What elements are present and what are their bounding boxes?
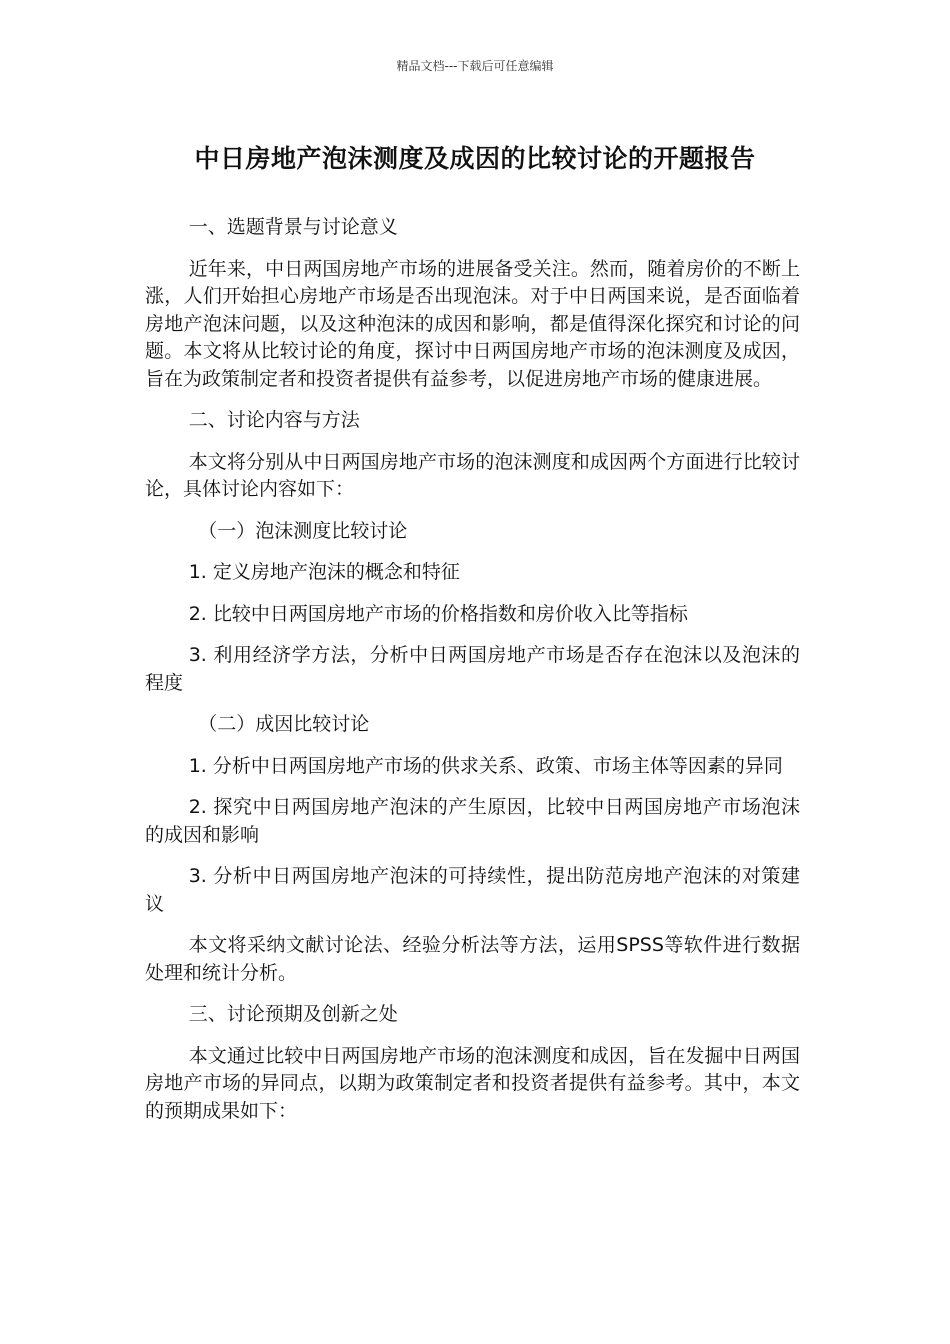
paragraph: 本文将分别从中日两国房地产市场的泡沫测度和成因两个方面进行比较讨论，具体讨论内容如下： <box>145 450 800 500</box>
paragraph: 本文将采纳文献讨论法、经验分析法等方法，运用SPSS等软件进行数据处理和统计分析。 <box>145 934 800 984</box>
list-item: 2. 探究中日两国房地产泡沫的产生原因，比较中日两国房地产市场泡沫的成因和影响 <box>145 796 800 846</box>
header-note: 精品文档---下载后可任意编辑 <box>396 59 554 73</box>
section-heading: 一、选题背景与讨论意义 <box>188 216 398 238</box>
list-item: 3. 利用经济学方法，分析中日两国房地产市场是否存在泡沫以及泡沫的程度 <box>145 644 800 694</box>
list-item: 1. 分析中日两国房地产市场的供求关系、政策、市场主体等因素的异同 <box>188 754 783 777</box>
list-item: 2. 比较中日两国房地产市场的价格指数和房价收入比等指标 <box>188 602 688 625</box>
document-body <box>145 214 800 1139</box>
subsection-heading: （二）成因比较讨论 <box>198 713 370 735</box>
list-item: 1. 定义房地产泡沫的概念和特征 <box>188 561 460 583</box>
list-item: 3. 分析中日两国房地产泡沫的可持续性，提出防范房地产泡沫的对策建议 <box>145 865 800 915</box>
document-title: 中日房地产泡沫测度及成因的比较讨论的开题报告 <box>194 144 756 173</box>
subsection-heading: （一）泡沫测度比较讨论 <box>198 519 408 542</box>
section-heading: 三、讨论预期及创新之处 <box>188 1003 398 1025</box>
paragraph: 近年来，中日两国房地产市场的进展备受关注。然而，随着房价的不断上涨，人们开始担心房地产市场是否出现泡沫。对于中日两国来说，是否面临着房地产泡沫问题，以及这种泡沫的成因和影响，都是值得深化探究和讨论的问题。本文将从比较讨论的角度，探讨中日两国房地产市场的泡沫测度及成因，旨在为政策制定者和投资者提供有益参考，以促进房地产市场的健康进展。 <box>145 257 800 390</box>
paragraph: 本文通过比较中日两国房地产市场的泡沫测度和成因，旨在发掘中日两国房地产市场的异同点，以期为政策制定者和投资者提供有益参考。其中，本文的预期成果如下： <box>145 1044 800 1122</box>
section-heading: 二、讨论内容与方法 <box>188 409 360 431</box>
